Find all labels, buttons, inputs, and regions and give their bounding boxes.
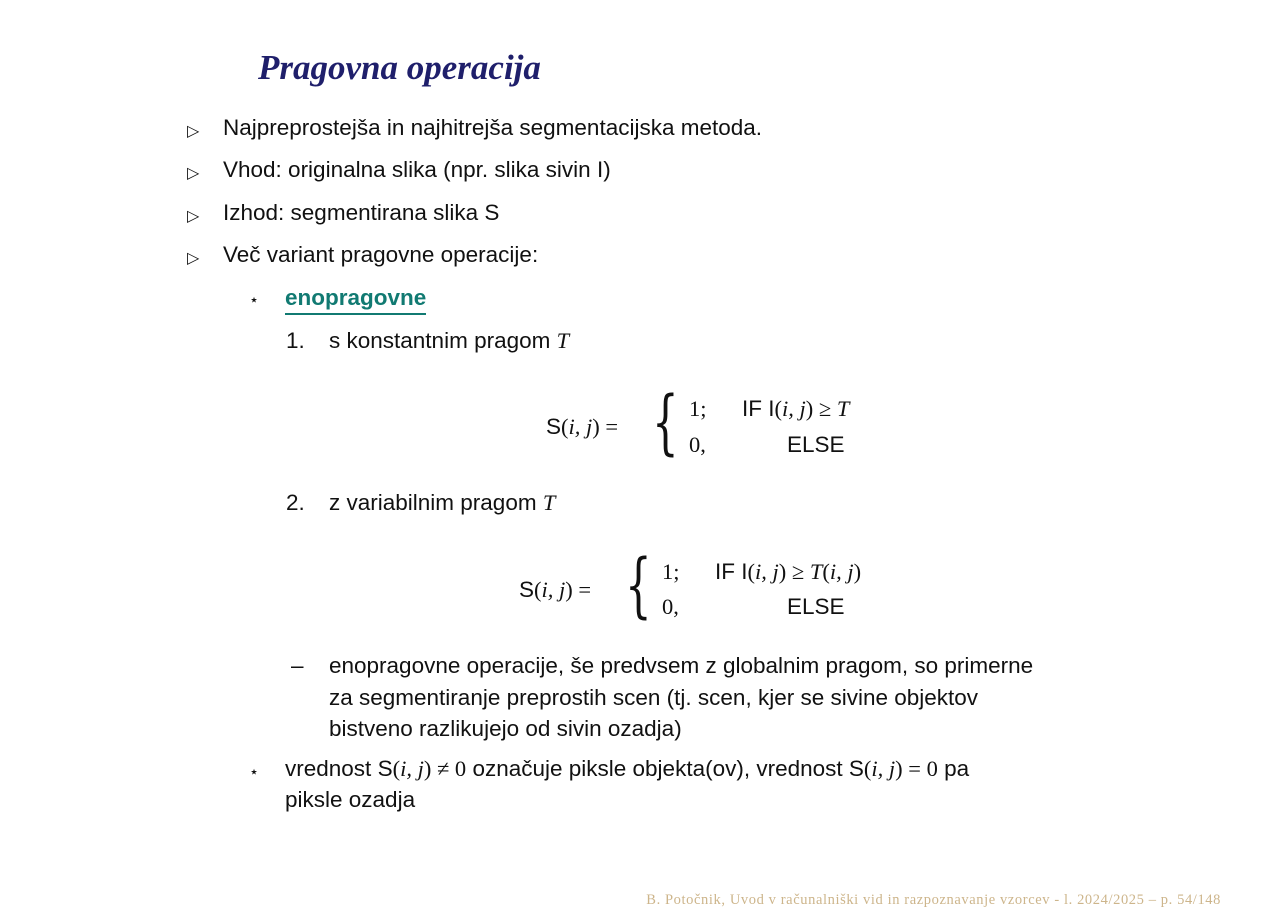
bullet-2: Vhod: originalna slika (npr. slika sivin I) xyxy=(223,157,611,182)
item-1-text: s konstantnim pragom T xyxy=(329,328,570,353)
dash-marker: – xyxy=(291,653,304,678)
formula-1-brace: { xyxy=(652,381,679,463)
bullet-3: Izhod: segmentirana slika S xyxy=(223,200,500,225)
formula-2-cond-2: ELSE xyxy=(787,594,845,619)
dash-line-3: bistveno razlikujejo od sivin ozadja) xyxy=(329,716,682,741)
formula-1-case-2: 0, xyxy=(689,432,706,457)
formula-2-lhs: S(i, j) = xyxy=(519,577,592,602)
sub-heading: enopragovne xyxy=(285,285,426,311)
bullet-4: Več variant pragovne operacije: xyxy=(223,242,539,267)
formula-2-cond-1: IF I(i, j) ≥ T(i, j) xyxy=(715,559,862,584)
dash-line-1: enopragovne operacije, še predvsem z globalnim pragom, so primerne xyxy=(329,653,1034,678)
item-2-number: 2. xyxy=(286,490,305,515)
bullet-marker: ▷ xyxy=(187,123,200,140)
item-1-number: 1. xyxy=(286,328,305,353)
slide-title: Pragovna operacija xyxy=(258,48,541,87)
formula-1-cond-2: ELSE xyxy=(787,432,845,457)
bullet-1: Najpreprostejša in najhitrejša segmentacijska metoda. xyxy=(223,115,763,140)
item-2-text: z variabilnim pragom T xyxy=(329,490,556,515)
star-marker: ⋆ xyxy=(249,764,260,781)
bullet-marker: ▷ xyxy=(187,250,200,267)
formula-2-case-1: 1; xyxy=(662,559,680,584)
formula-1-case-1: 1; xyxy=(689,396,707,421)
formula-1-cond-1: IF I(i, j) ≥ T xyxy=(742,396,850,421)
bullet-marker: ▷ xyxy=(187,165,200,182)
bullet-marker: ▷ xyxy=(187,208,200,225)
formula-1-lhs: S(i, j) = xyxy=(546,414,619,439)
dash-line-2: za segmentiranje preprostih scen (tj. scen, kjer se sivine objektov xyxy=(329,685,979,710)
formula-2-case-2: 0, xyxy=(662,594,679,619)
footer: B. Potočnik, Uvod v računalniški vid in razpoznavanje vzorcev - l. 2024/2025 – p. 54/148 xyxy=(646,892,1221,908)
star-marker: ⋆ xyxy=(249,292,260,309)
formula-2-brace: { xyxy=(625,544,652,626)
last-star-line-1: vrednost S(i, j) ≠ 0 označuje piksle objekta(ov), vrednost S(i, j) = 0 pa xyxy=(285,756,970,781)
last-star-line-2: piksle ozadja xyxy=(285,787,416,812)
